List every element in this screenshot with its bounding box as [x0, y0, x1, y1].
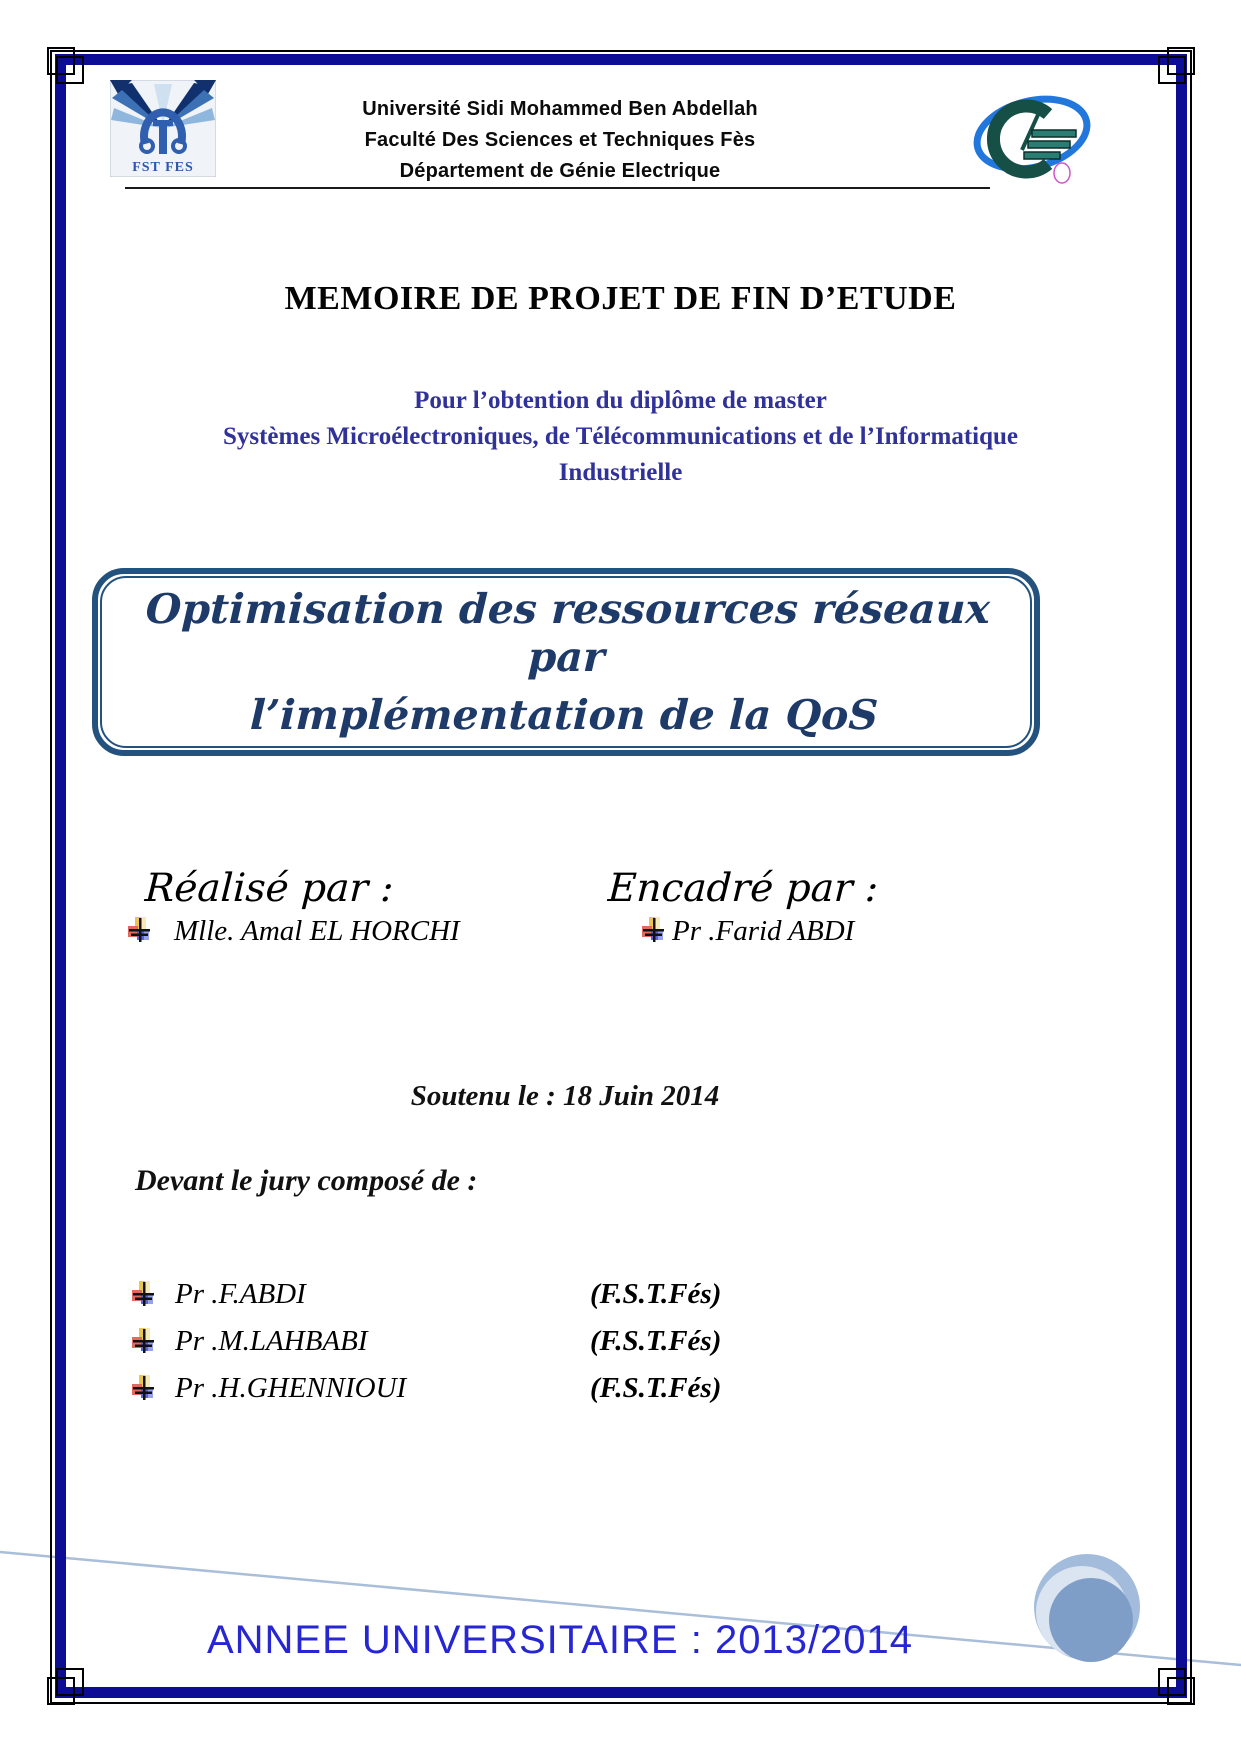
- corner-ornament-bottom-left: [56, 1668, 84, 1696]
- realise-par-label: Réalisé par :: [143, 866, 395, 911]
- header-underline: [125, 187, 990, 189]
- faculty-name: Faculté Des Sciences et Techniques Fès: [364, 129, 756, 151]
- degree-line-2: Systèmes Microélectroniques, de Télécommunications et de l’Informatique: [222, 423, 1019, 450]
- jury-member-name: Pr .F.ABDI: [175, 1278, 306, 1310]
- defense-date: Soutenu le : 18 Juin 2014: [410, 1080, 720, 1112]
- corner-ornament-top-left: [56, 56, 84, 84]
- corner-ornament-bottom-right: [1158, 1668, 1186, 1696]
- corner-ornament-top-right: [1158, 56, 1186, 84]
- degree-line-1: Pour l’obtention du diplôme de master: [414, 387, 827, 414]
- logo-caption: FST FES: [132, 160, 194, 175]
- university-name: Université Sidi Mohammed Ben Abdellah: [362, 98, 758, 120]
- fst-fes-logo: [110, 80, 216, 177]
- plus-bullet-icon: [131, 1374, 157, 1402]
- degree-line-3: Industrielle: [558, 459, 683, 486]
- jury-row: [0, 1372, 1241, 1418]
- supervisor-name: Pr .Farid ABDI: [672, 915, 855, 947]
- jury-member-name: Pr .M.LAHBABI: [175, 1325, 368, 1357]
- plus-bullet-icon: [641, 916, 667, 944]
- institution-header: [280, 94, 840, 187]
- jury-row: [0, 1325, 1241, 1371]
- jury-member-affiliation: (F.S.T.Fés): [590, 1372, 722, 1404]
- project-title-box: [92, 568, 1040, 756]
- academic-year: ANNEE UNIVERSITAIRE : 2013/2014: [206, 1618, 914, 1662]
- project-title: [95, 574, 1037, 750]
- plus-bullet-icon: [131, 1327, 157, 1355]
- department-logo: [972, 84, 1098, 190]
- degree-subtitle: [0, 383, 1241, 491]
- encadre-par-label: Encadré par :: [606, 866, 880, 911]
- document-title: MEMOIRE DE PROJET DE FIN D’ETUDE: [284, 280, 957, 317]
- project-title-line-2: l’implémentation de la QoS: [249, 691, 879, 739]
- author-name: Mlle. Amal EL HORCHI: [174, 915, 460, 947]
- project-title-line-1: Optimisation des ressources réseaux par: [144, 585, 1020, 681]
- plus-bullet-icon: [127, 916, 153, 944]
- small-badge: [1054, 163, 1070, 183]
- jury-member-affiliation: (F.S.T.Fés): [590, 1278, 722, 1310]
- jury-member-affiliation: (F.S.T.Fés): [590, 1325, 722, 1357]
- jury-heading: Devant le jury composé de :: [135, 1164, 478, 1197]
- department-name: Département de Génie Electrique: [399, 160, 721, 182]
- jury-row: [0, 1278, 1241, 1324]
- plus-bullet-icon: [131, 1280, 157, 1308]
- jury-member-name: Pr .H.GHENNIOUI: [175, 1372, 407, 1404]
